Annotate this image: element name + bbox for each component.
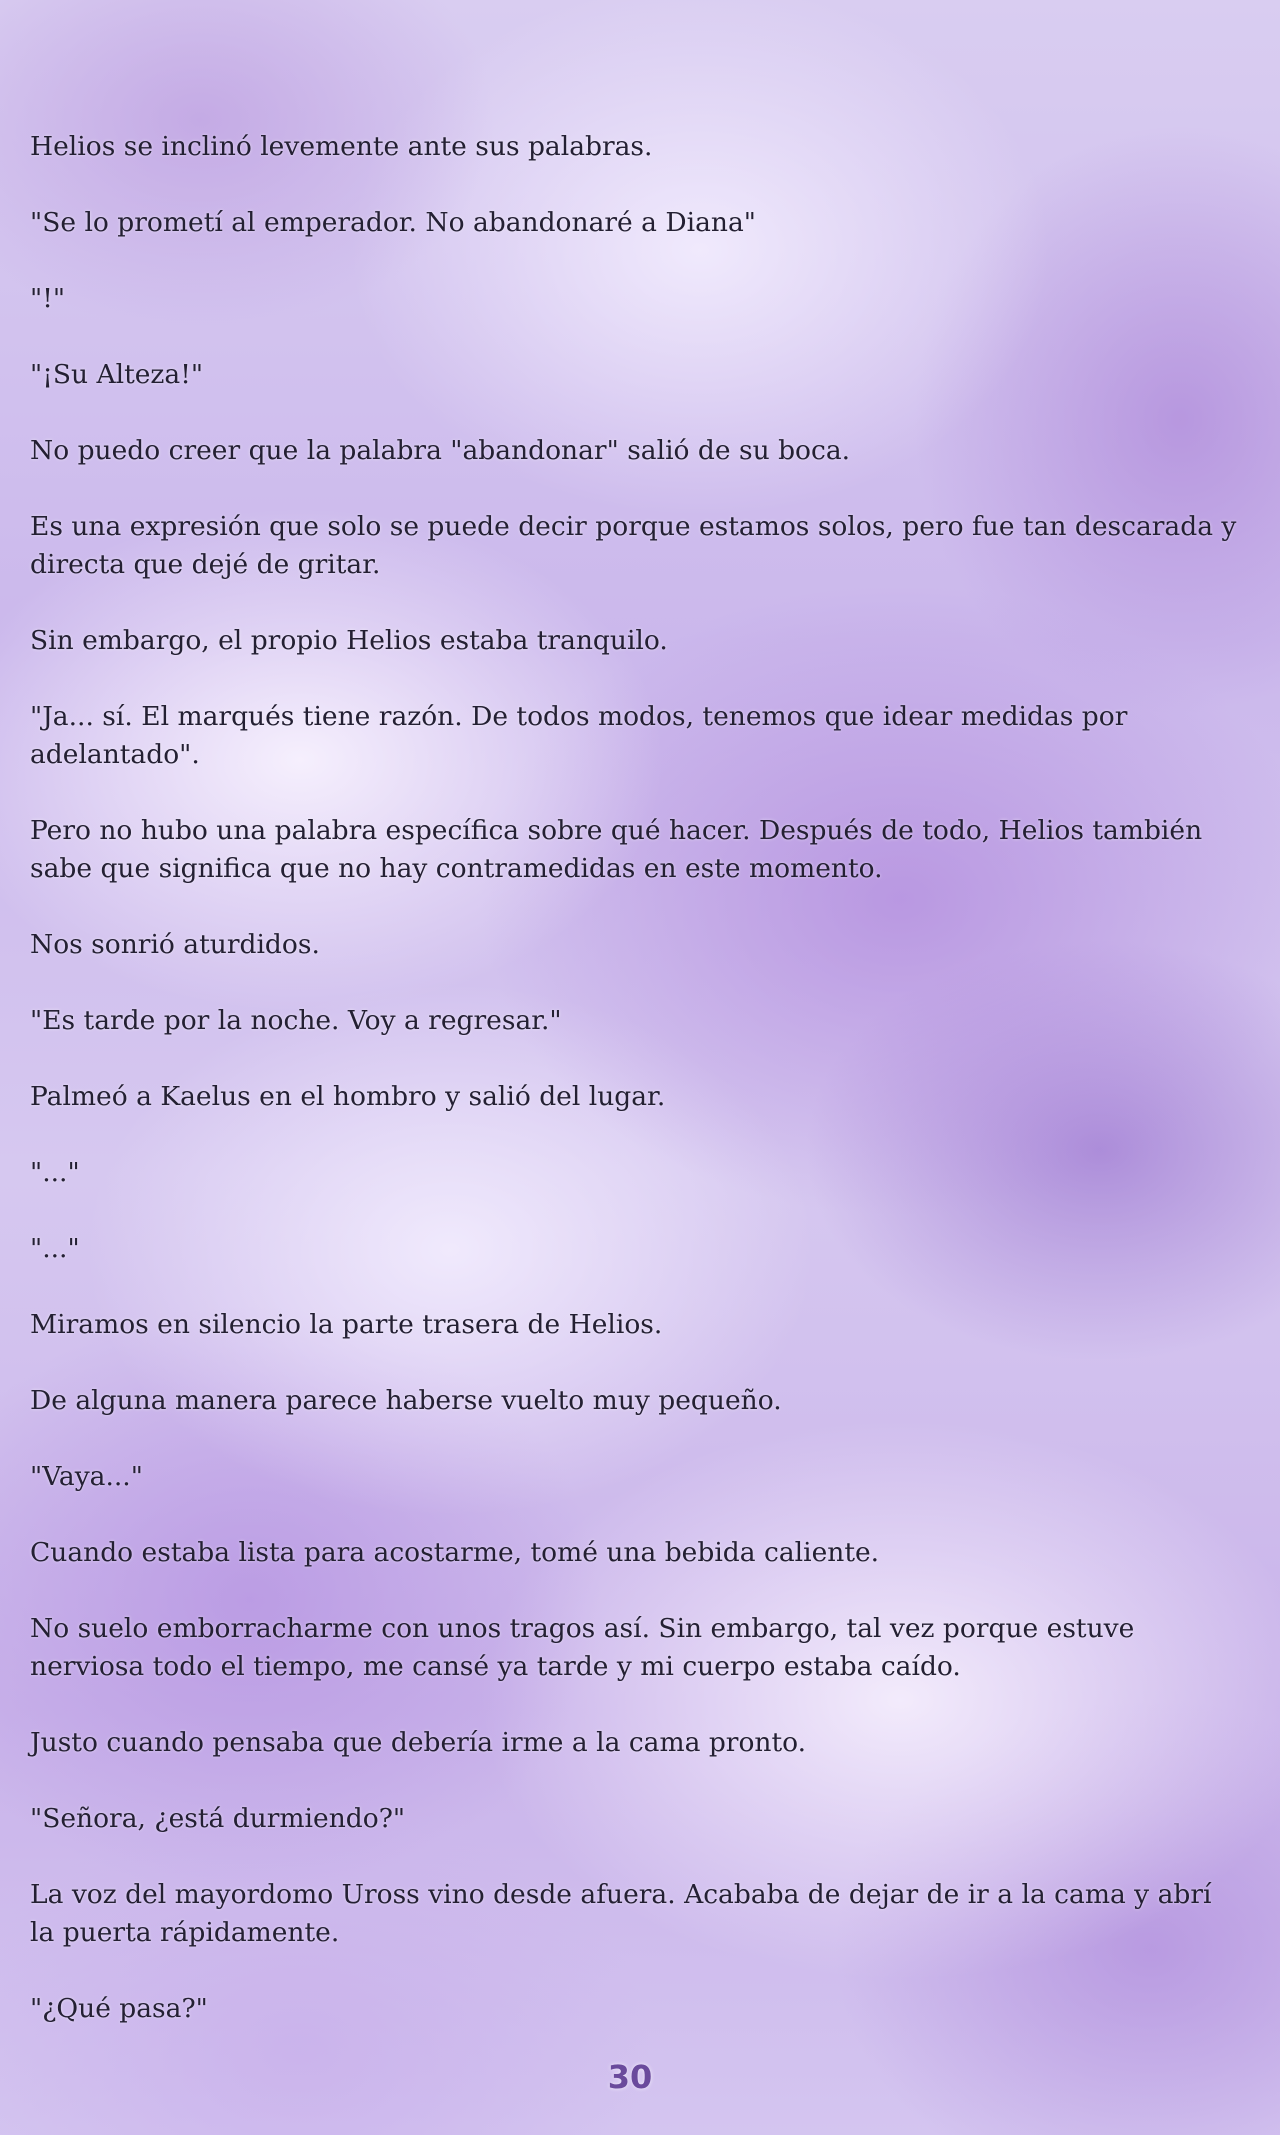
paragraph: "¡Su Alteza!" <box>30 359 204 390</box>
paragraph: Pero no hubo una palabra específica sobre qué hacer. Después de todo, Helios también sabe que significa que no hay contramedidas en este momento. <box>30 815 1203 884</box>
paragraph: La voz del mayordomo Uross vino desde afuera. Acababa de dejar de ir a la cama y abrí la puerta rápidamente. <box>30 1879 1212 1948</box>
paragraph: "Es tarde por la noche. Voy a regresar." <box>30 1005 562 1036</box>
paragraph: No puedo creer que la palabra "abandonar" salió de su boca. <box>30 435 851 466</box>
paragraph: "Vaya..." <box>30 1461 143 1492</box>
paragraph: Es una expresión que solo se puede decir porque estamos solos, pero fue tan descarada y directa que dejé de gritar. <box>30 511 1237 580</box>
paragraph: "Señora, ¿está durmiendo?" <box>30 1803 406 1834</box>
paragraph: "..." <box>30 1233 80 1264</box>
paragraph: Miramos en silencio la parte trasera de Helios. <box>30 1309 663 1340</box>
paragraph: Justo cuando pensaba que debería irme a la cama pronto. <box>30 1727 807 1758</box>
paragraph: Cuando estaba lista para acostarme, tomé una bebida caliente. <box>30 1537 880 1568</box>
paragraph: Nos sonrió aturdidos. <box>30 929 320 960</box>
paragraph: Palmeó a Kaelus en el hombro y salió del lugar. <box>30 1081 666 1112</box>
paragraph: "¿Qué pasa?" <box>30 1993 208 2024</box>
page-text <box>30 128 1240 2066</box>
paragraph: "Ja... sí. El marqués tiene razón. De todos modos, tenemos que idear medidas por adelantado". <box>30 701 1128 770</box>
paragraph: De alguna manera parece haberse vuelto muy pequeño. <box>30 1385 782 1416</box>
page-number: 30 <box>607 2058 653 2096</box>
paragraph: No suelo emborracharme con unos tragos así. Sin embargo, tal vez porque estuve nerviosa todo el tiempo, me cansé ya tarde y mi cuerpo estaba caído. <box>30 1613 1135 1682</box>
paragraph: Helios se inclinó levemente ante sus palabras. <box>30 131 653 162</box>
paragraph: "..." <box>30 1157 80 1188</box>
paragraph: "Se lo prometí al emperador. No abandonaré a Diana" <box>30 207 756 238</box>
paragraph: "!" <box>30 283 66 314</box>
paragraph: Sin embargo, el propio Helios estaba tranquilo. <box>30 625 668 656</box>
